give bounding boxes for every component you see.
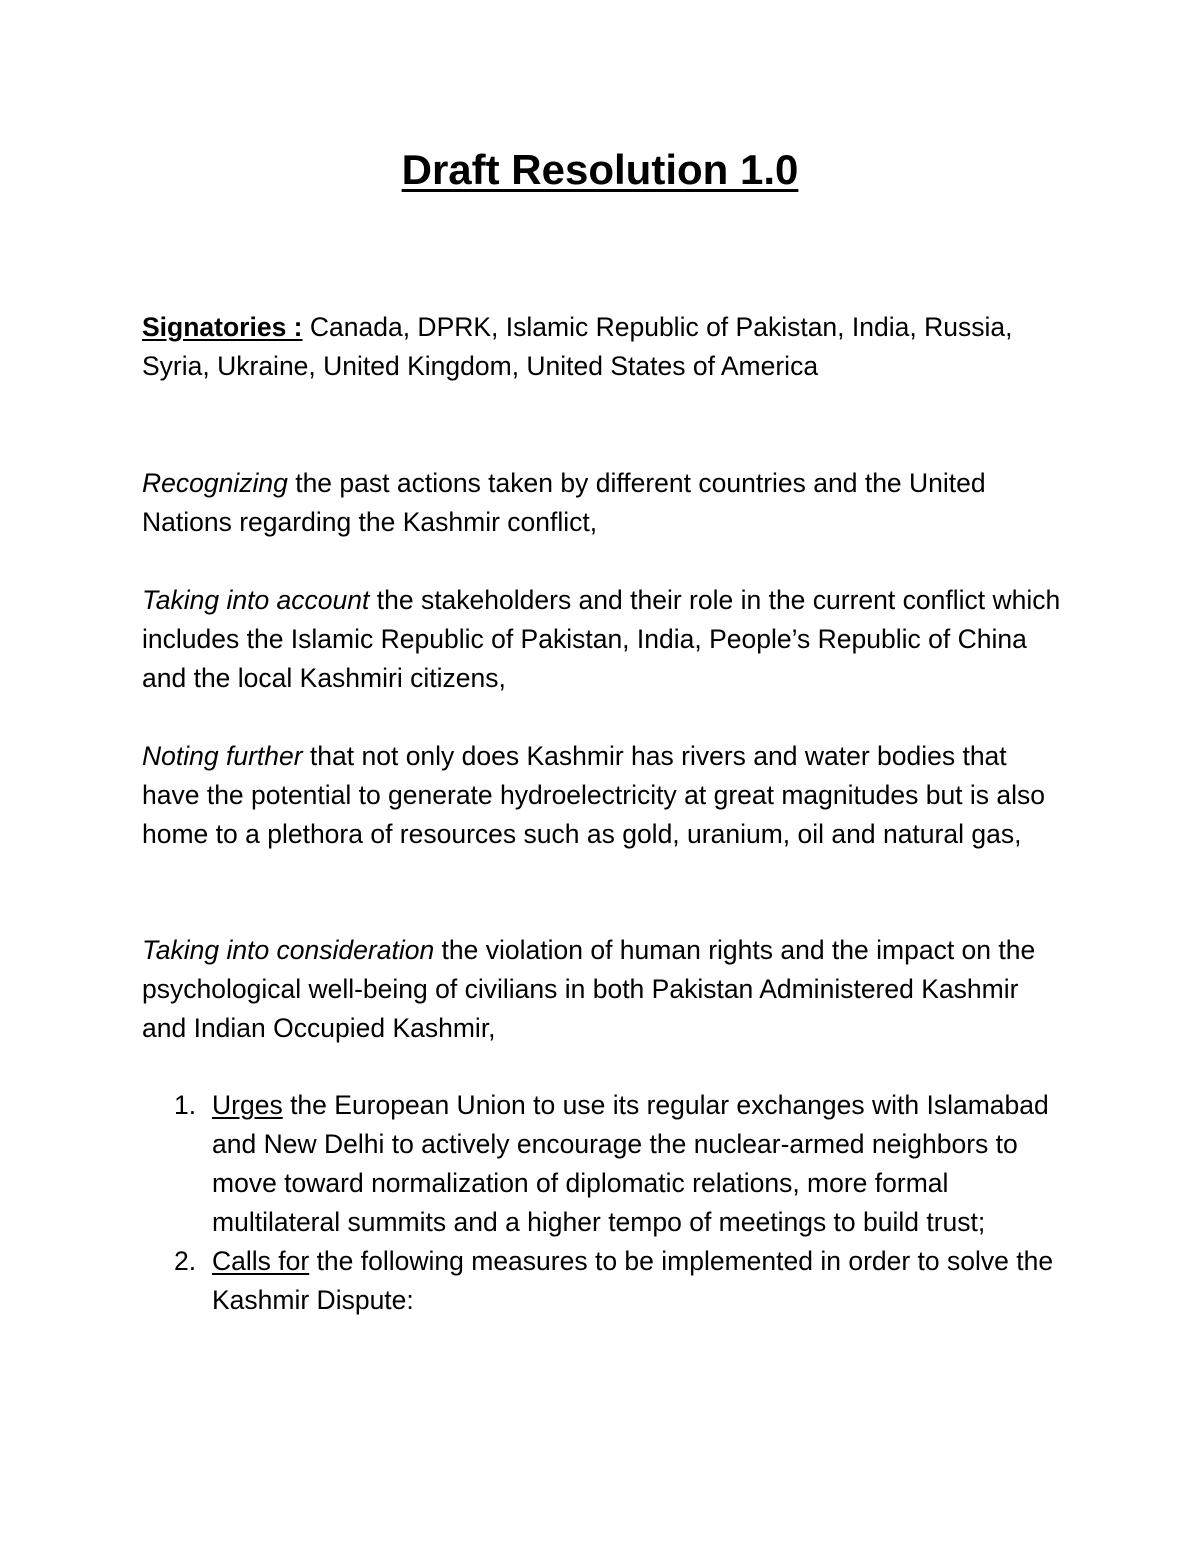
signatories-paragraph xyxy=(142,308,1062,386)
operative-text: the following measures to be implemented in order to solve the Kashmir Dispute: xyxy=(212,1246,1054,1315)
operative-verb: Urges xyxy=(212,1090,283,1120)
operative-clause xyxy=(174,1086,1062,1242)
preamble-text: the stakeholders and their role in the current conflict which includes the Islamic Republic of Pakistan, India, People’s Republic of China and the local Kashmiri citizens, xyxy=(142,585,1061,693)
preamble-text: the violation of human rights and the impact on the psychological well-being of civilians in both Pakistan Administered Kashmir and Indian Occupied Kashmir, xyxy=(142,935,1036,1043)
operative-text: the European Union to use its regular exchanges with Islamabad and New Delhi to actively encourage the nuclear-armed neighbors to move toward normalization of diplomatic relations, more formal multilateral summits and a higher tempo of meetings to build trust; xyxy=(212,1090,1049,1237)
operative-clause-number: 1. xyxy=(174,1090,197,1120)
preamble-clause xyxy=(142,931,1062,1048)
operative-verb: Calls for xyxy=(212,1246,310,1276)
preamble-clause xyxy=(142,581,1062,698)
preamble-clause xyxy=(142,737,1062,854)
preamble-text: the past actions taken by different countries and the United Nations regarding the Kashmir conflict, xyxy=(142,468,986,537)
document-title: Draft Resolution 1.0 xyxy=(401,146,799,193)
preamble-clause xyxy=(142,464,1062,542)
preamble-phrase: Noting further xyxy=(142,741,303,771)
signatories-label: Signatories : xyxy=(142,312,303,342)
preamble-phrase: Recognizing xyxy=(142,468,288,498)
preamble-phrase: Taking into account xyxy=(142,585,370,615)
preamble-text: that not only does Kashmir has rivers and water bodies that have the potential to generate hydroelectricity at great magnitudes but is also home to a plethora of resources such as gold, uranium, oil and natural gas, xyxy=(142,741,1046,849)
operative-clause xyxy=(174,1242,1062,1320)
signatories-list: Canada, DPRK, Islamic Republic of Pakistan, India, Russia, Syria, Ukraine, United Kingdom, United States of America xyxy=(142,312,1013,381)
preamble-phrase: Taking into consideration xyxy=(142,935,435,965)
operative-clauses-list xyxy=(174,1086,1062,1320)
operative-clause-number: 2. xyxy=(174,1246,197,1276)
